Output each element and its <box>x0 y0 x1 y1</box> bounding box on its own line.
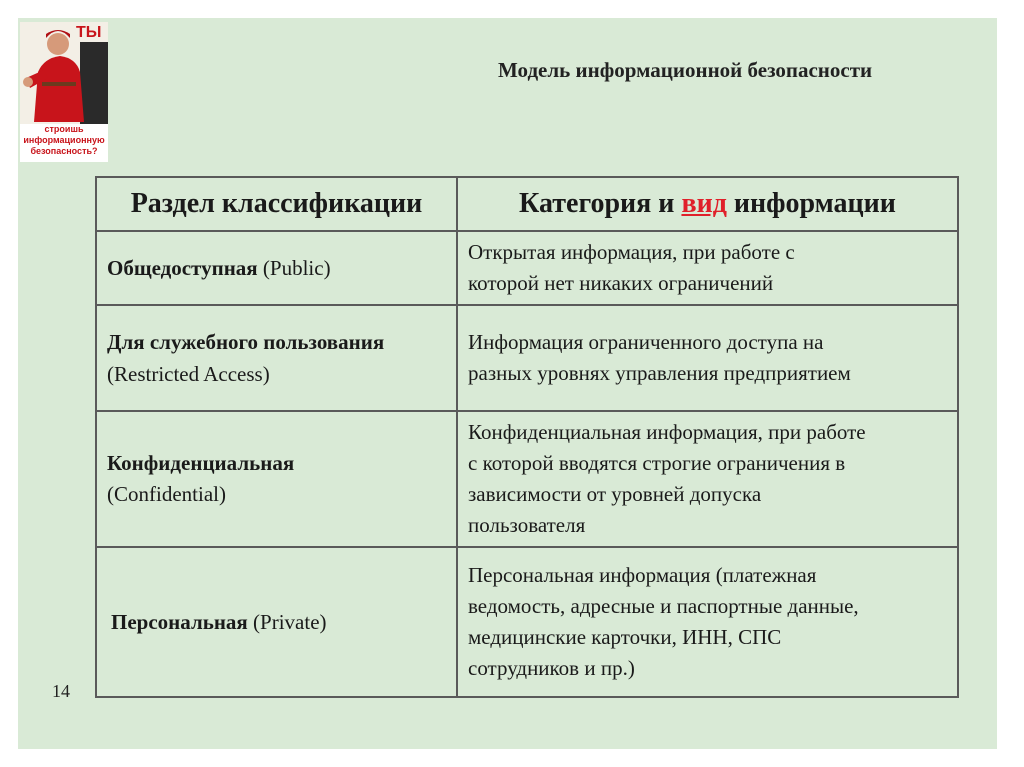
class-name-bold: Для служебного пользования <box>107 330 385 354</box>
description-line: Открытая информация, при работе с <box>468 240 795 264</box>
row-class-name <box>96 231 457 305</box>
description-line: сотрудников и пр.) <box>468 656 635 680</box>
class-name-english: (Restricted Access) <box>107 362 270 386</box>
slide-title: Модель информационной безопасности <box>498 58 873 82</box>
row-class-name <box>96 547 457 697</box>
header-highlight-word: вид <box>681 188 727 219</box>
row-class-name <box>96 305 457 411</box>
row-description <box>457 305 958 411</box>
row-description <box>457 547 958 697</box>
description-line: Персональная информация (платежная <box>468 563 817 587</box>
class-name-english: (Confidential) <box>107 482 226 506</box>
table-row <box>96 231 958 305</box>
description-line: разных уровнях управления предприятием <box>468 361 851 385</box>
table-row <box>96 547 958 697</box>
header-category-type <box>457 177 958 231</box>
class-name-suffix: (Private) <box>247 609 327 634</box>
poster-word: ТЫ <box>76 24 102 41</box>
slide-number: 14 <box>52 681 70 701</box>
table-row <box>96 411 958 547</box>
description-line: медицинские карточки, ИНН, СПС <box>468 625 782 649</box>
poster-caption-line: информационную <box>23 135 105 145</box>
header-part: информации <box>726 188 896 219</box>
description-line: Конфиденциальная информация, при работе <box>468 420 866 444</box>
header-part: Категория и <box>519 188 682 219</box>
description-line: зависимости от уровней допуска <box>468 482 762 506</box>
row-description <box>457 411 958 547</box>
description-line: пользователя <box>468 513 586 537</box>
poster-image <box>20 22 108 162</box>
classification-table <box>95 176 959 698</box>
description-line: с которой вводятся строгие ограничения в <box>468 451 846 475</box>
row-class-name <box>96 411 457 547</box>
class-name-bold: Общедоступная <box>107 255 258 280</box>
class-name-suffix: (Public) <box>257 255 331 280</box>
poster-caption-line: строишь <box>44 124 84 134</box>
description-line: ведомость, адресные и паспортные данные, <box>468 594 859 618</box>
description-line: которой нет никаких ограничений <box>468 271 774 295</box>
slide <box>18 18 997 749</box>
table-header-row <box>96 177 958 231</box>
header-classification-section: Раздел классификации <box>96 177 457 231</box>
class-name-bold: Конфиденциальная <box>107 451 295 475</box>
description-line: Информация ограниченного доступа на <box>468 330 824 354</box>
row-description <box>457 231 958 305</box>
poster-caption-line: безопасность? <box>30 146 98 156</box>
poster-caption <box>20 124 108 157</box>
table-row <box>96 305 958 411</box>
class-name-bold: Персональная <box>111 609 248 634</box>
